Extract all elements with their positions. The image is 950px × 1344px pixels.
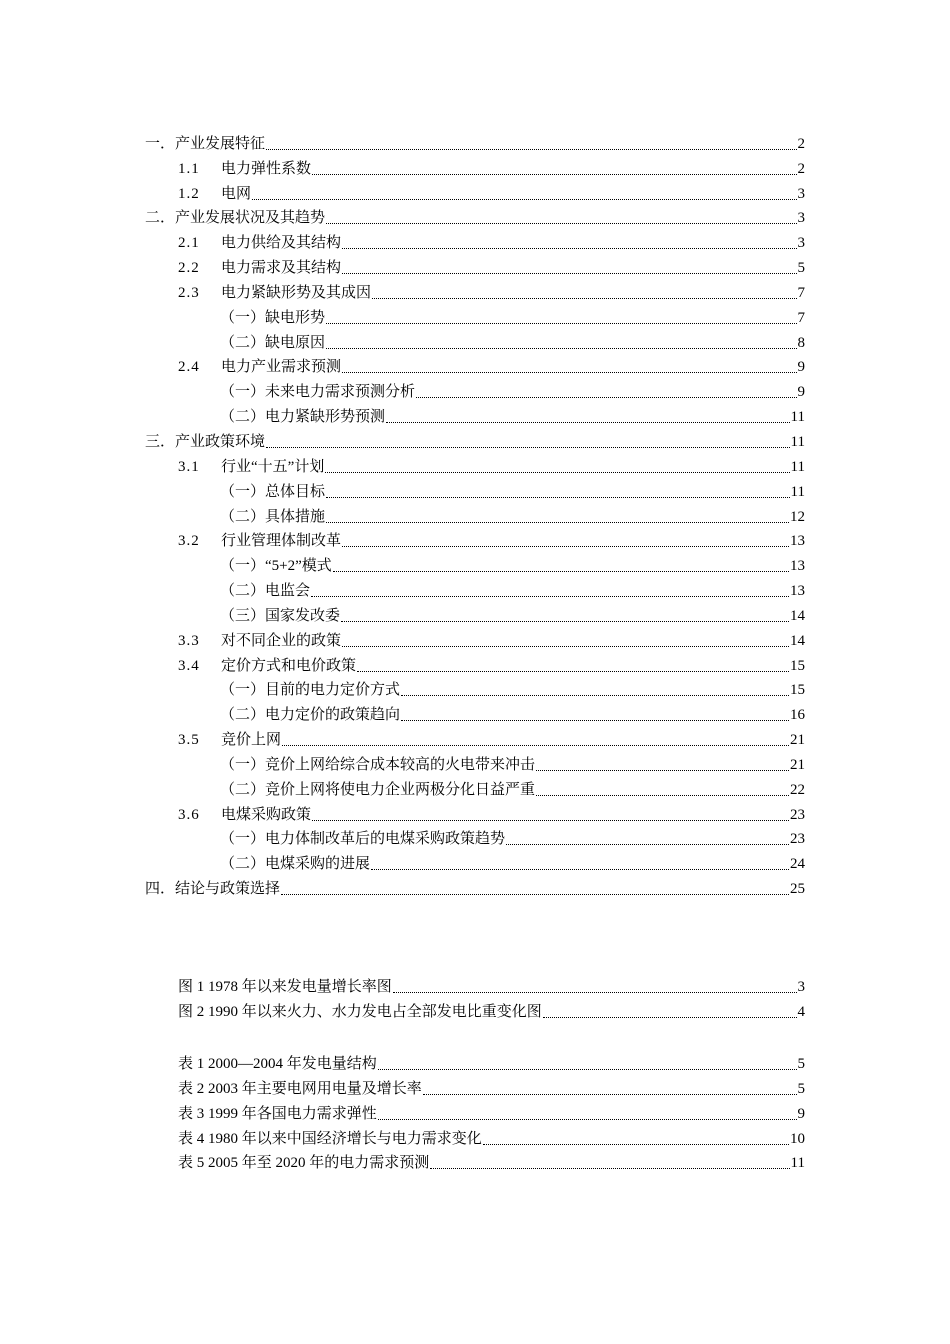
toc-entry-number: 1.2 — [178, 185, 200, 202]
toc-entry-number: （二） — [220, 707, 266, 724]
toc-entry-page: 9 — [797, 359, 805, 376]
dot-leader — [378, 1119, 797, 1120]
toc-entry-title: 电力需求及其结构 — [221, 260, 342, 277]
toc-entry-number: 2.4 — [178, 359, 200, 376]
toc-entry-page: 13 — [790, 533, 805, 550]
toc-entry-page: 2 — [797, 160, 805, 177]
toc-entry-number: 三． — [145, 433, 176, 450]
figure-entry-label: 图 1 1978 年以来发电量增长率图 — [178, 978, 392, 995]
toc-entry-title: 电煤采购政策 — [221, 806, 312, 823]
toc-entry-page: 23 — [790, 831, 805, 848]
table-entry-label: 表 5 2005 年至 2020 年的电力需求预测 — [178, 1155, 430, 1172]
toc-entry-number: 3.5 — [178, 732, 200, 749]
toc-entry-page: 15 — [790, 657, 805, 674]
dot-leader — [333, 571, 789, 572]
toc-entry[interactable] — [145, 774, 805, 799]
toc-entry[interactable] — [145, 501, 805, 526]
dot-leader — [378, 1069, 797, 1070]
toc-entry-number: （一） — [220, 831, 266, 848]
toc-entry-page: 21 — [790, 756, 805, 773]
dot-leader — [423, 1094, 797, 1095]
table-entry-page: 10 — [790, 1130, 805, 1147]
toc-entry-page: 15 — [790, 682, 805, 699]
toc-entry-page: 11 — [790, 433, 805, 450]
toc-entry-number: （二） — [220, 781, 266, 798]
list-of-tables — [145, 1048, 805, 1172]
dot-leader — [393, 992, 797, 993]
dot-leader — [357, 671, 789, 672]
table-of-contents — [145, 128, 805, 898]
figure-entry-page: 3 — [797, 978, 805, 995]
dot-leader — [326, 323, 796, 324]
dot-leader — [536, 770, 789, 771]
dot-leader — [326, 497, 790, 498]
toc-entry-number: 2.2 — [178, 260, 200, 277]
toc-entry-title: 竞价上网将使电力企业两极分化日益严重 — [265, 781, 536, 798]
toc-entry-number: 3.4 — [178, 657, 200, 674]
toc-entry-page: 14 — [790, 607, 805, 624]
toc-entry-title: 缺电形势 — [265, 309, 326, 326]
toc-entry-page: 7 — [797, 309, 805, 326]
toc-entry-page: 5 — [797, 260, 805, 277]
toc-entry-page: 24 — [790, 856, 805, 873]
toc-entry-number: （一） — [220, 558, 266, 575]
toc-entry-title: 电力供给及其结构 — [221, 235, 342, 252]
table-entry-page: 11 — [790, 1155, 805, 1172]
toc-entry-page: 25 — [790, 881, 805, 898]
toc-entry-number: （二） — [220, 334, 266, 351]
toc-entry-number: 2.1 — [178, 235, 200, 252]
toc-entry-page: 14 — [790, 632, 805, 649]
toc-entry-title: 对不同企业的政策 — [221, 632, 342, 649]
table-entry-page: 5 — [797, 1055, 805, 1072]
toc-entry-title: 国家发改委 — [265, 607, 341, 624]
dot-leader — [342, 372, 796, 373]
toc-entry[interactable] — [145, 376, 805, 401]
toc-entry-title: 定价方式和电价政策 — [221, 657, 357, 674]
toc-entry[interactable] — [145, 625, 805, 650]
figure-entry-label: 图 2 1990 年以来火力、水力发电占全部发电比重变化图 — [178, 1003, 542, 1020]
toc-entry[interactable] — [145, 699, 805, 724]
dot-leader — [326, 223, 796, 224]
table-entry-label: 表 4 1980 年以来中国经济增长与电力需求变化 — [178, 1130, 482, 1147]
toc-entry-page: 8 — [797, 334, 805, 351]
dot-leader — [401, 720, 789, 721]
toc-entry-page: 11 — [790, 458, 805, 475]
toc-entry-page: 22 — [790, 781, 805, 798]
toc-entry[interactable] — [145, 178, 805, 203]
toc-entry-number: 3.6 — [178, 806, 200, 823]
dot-leader — [386, 422, 790, 423]
table-entry-label: 表 1 2000—2004 年发电量结构 — [178, 1055, 377, 1072]
toc-entry-title: 竞价上网给综合成本较高的火电带来冲击 — [265, 756, 536, 773]
dot-leader — [342, 546, 789, 547]
toc-entry-number: （三） — [220, 607, 266, 624]
toc-entry[interactable] — [145, 600, 805, 625]
toc-entry-page: 16 — [790, 707, 805, 724]
dot-leader — [326, 522, 789, 523]
toc-entry-number: 3.1 — [178, 458, 200, 475]
toc-entry[interactable] — [145, 824, 805, 849]
toc-entry[interactable] — [145, 153, 805, 178]
dot-leader — [506, 844, 789, 845]
toc-entry-number: （二） — [220, 508, 266, 525]
toc-entry-title: 电煤采购的进展 — [265, 856, 371, 873]
dot-leader — [416, 397, 796, 398]
toc-entry-number: （一） — [220, 384, 266, 401]
toc-entry-title: 电力体制改革后的电煤采购政策趋势 — [265, 831, 506, 848]
toc-entry-number: （一） — [220, 309, 266, 326]
toc-entry-page: 7 — [797, 284, 805, 301]
toc-entry[interactable] — [145, 451, 805, 476]
toc-entry-number: （二） — [220, 856, 266, 873]
toc-entry[interactable] — [145, 327, 805, 352]
figure-entry[interactable] — [145, 971, 805, 996]
toc-entry-number: （二） — [220, 409, 266, 426]
toc-entry-title: 电力产业需求预测 — [221, 359, 342, 376]
toc-entry-title: 电力紧缺形势及其成因 — [221, 284, 372, 301]
toc-entry[interactable] — [145, 724, 805, 749]
toc-entry-title: 具体措施 — [265, 508, 326, 525]
dot-leader — [266, 447, 790, 448]
toc-entry-page: 23 — [790, 806, 805, 823]
dot-leader — [483, 1144, 789, 1145]
toc-entry-number: （一） — [220, 483, 266, 500]
toc-entry-title: 竞价上网 — [221, 732, 282, 749]
toc-entry[interactable] — [145, 203, 805, 228]
toc-entry-page: 3 — [797, 235, 805, 252]
toc-entry-title: 缺电原因 — [265, 334, 326, 351]
dot-leader — [312, 820, 789, 821]
toc-entry-title: 行业管理体制改革 — [221, 533, 342, 550]
toc-entry[interactable] — [145, 575, 805, 600]
toc-entry[interactable] — [145, 476, 805, 501]
table-entry-page: 5 — [797, 1080, 805, 1097]
toc-entry-page: 13 — [790, 558, 805, 575]
toc-entry[interactable] — [145, 675, 805, 700]
toc-entry-page: 3 — [797, 210, 805, 227]
toc-entry-number: 3.2 — [178, 533, 200, 550]
table-entry[interactable] — [145, 1048, 805, 1073]
toc-entry-title: 行业“十五”计划 — [221, 458, 325, 475]
table-entry-page: 9 — [797, 1105, 805, 1122]
dot-leader — [543, 1017, 797, 1018]
table-entry-label: 表 2 2003 年主要电网用电量及增长率 — [178, 1080, 422, 1097]
toc-entry-title: 结论与政策选择 — [175, 881, 281, 898]
dot-leader — [326, 348, 796, 349]
dot-leader — [312, 174, 796, 175]
toc-entry-number: 一． — [145, 135, 176, 152]
dot-leader — [325, 472, 789, 473]
toc-entry-page: 2 — [797, 135, 805, 152]
toc-entry-number: 2.3 — [178, 284, 200, 301]
toc-entry-title: 电力紧缺形势预测 — [265, 409, 386, 426]
toc-entry-number: 3.3 — [178, 632, 200, 649]
toc-entry[interactable] — [145, 277, 805, 302]
toc-entry[interactable] — [145, 550, 805, 575]
toc-entry-page: 11 — [790, 409, 805, 426]
dot-leader — [281, 894, 789, 895]
toc-entry-title: 电监会 — [265, 583, 311, 600]
toc-entry-page: 21 — [790, 732, 805, 749]
toc-entry-page: 13 — [790, 583, 805, 600]
figure-entry-page: 4 — [797, 1003, 805, 1020]
toc-entry[interactable] — [145, 526, 805, 551]
toc-entry-title: 产业政策环境 — [175, 433, 266, 450]
toc-entry[interactable] — [145, 128, 805, 153]
list-of-figures — [145, 971, 805, 1021]
dot-leader — [252, 199, 796, 200]
toc-entry[interactable] — [145, 302, 805, 327]
toc-entry-number: 1.1 — [178, 160, 200, 177]
toc-entry-title: 产业发展特征 — [175, 135, 266, 152]
toc-entry-title: 电力弹性系数 — [221, 160, 312, 177]
toc-entry-title: 目前的电力定价方式 — [265, 682, 401, 699]
toc-entry[interactable] — [145, 848, 805, 873]
dot-leader — [372, 298, 796, 299]
toc-entry-page: 11 — [790, 483, 805, 500]
toc-entry-number: 四． — [145, 881, 176, 898]
toc-entry[interactable] — [145, 401, 805, 426]
dot-leader — [401, 695, 789, 696]
toc-entry-number: 二． — [145, 210, 176, 227]
toc-entry-page: 12 — [790, 508, 805, 525]
dot-leader — [342, 273, 796, 274]
toc-entry-number: （一） — [220, 756, 266, 773]
dot-leader — [266, 149, 796, 150]
figure-entry[interactable] — [145, 996, 805, 1021]
toc-entry-title: “5+2”模式 — [265, 558, 332, 575]
toc-entry-number: （一） — [220, 682, 266, 699]
toc-entry[interactable] — [145, 799, 805, 824]
dot-leader — [282, 745, 789, 746]
dot-leader — [430, 1168, 789, 1169]
toc-entry[interactable] — [145, 252, 805, 277]
toc-entry-title: 电网 — [221, 185, 252, 202]
table-entry[interactable] — [145, 1073, 805, 1098]
table-entry[interactable] — [145, 1148, 805, 1173]
toc-entry-page: 3 — [797, 185, 805, 202]
dot-leader — [342, 646, 789, 647]
dot-leader — [536, 795, 789, 796]
toc-entry-title: 未来电力需求预测分析 — [265, 384, 416, 401]
toc-entry[interactable] — [145, 873, 805, 898]
toc-entry[interactable] — [145, 650, 805, 675]
toc-entry-number: （二） — [220, 583, 266, 600]
dot-leader — [342, 248, 796, 249]
toc-entry[interactable] — [145, 426, 805, 451]
toc-entry-title: 总体目标 — [265, 483, 326, 500]
dot-leader — [311, 596, 789, 597]
table-entry[interactable] — [145, 1098, 805, 1123]
toc-entry[interactable] — [145, 749, 805, 774]
table-entry[interactable] — [145, 1123, 805, 1148]
toc-entry-title: 产业发展状况及其趋势 — [175, 210, 326, 227]
dot-leader — [341, 621, 789, 622]
dot-leader — [371, 869, 789, 870]
toc-entry-page: 9 — [797, 384, 805, 401]
toc-entry[interactable] — [145, 227, 805, 252]
toc-entry-title: 电力定价的政策趋向 — [265, 707, 401, 724]
table-entry-label: 表 3 1999 年各国电力需求弹性 — [178, 1105, 377, 1122]
toc-entry[interactable] — [145, 352, 805, 377]
